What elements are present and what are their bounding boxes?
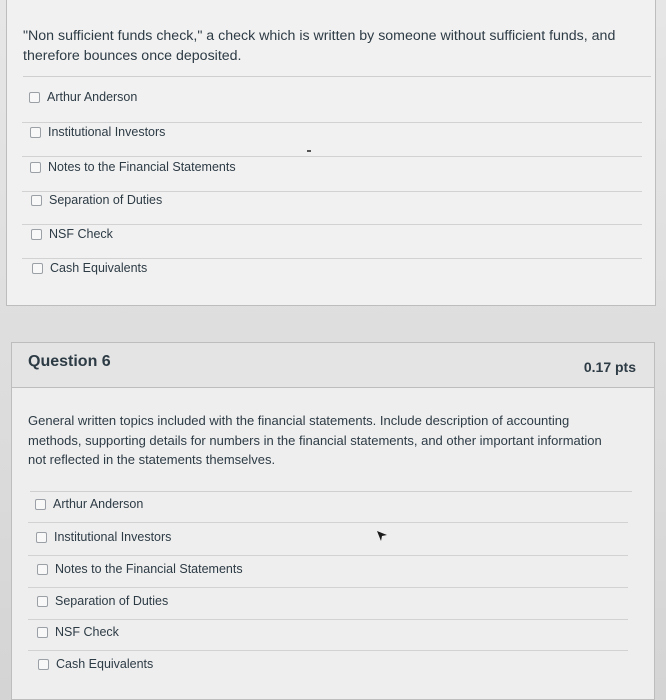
answer-label: Separation of Duties bbox=[49, 193, 163, 207]
divider bbox=[28, 619, 628, 620]
answer-label: Arthur Anderson bbox=[47, 90, 138, 104]
checkbox-icon[interactable] bbox=[37, 627, 48, 638]
checkbox-icon[interactable] bbox=[36, 532, 47, 543]
checkbox-icon[interactable] bbox=[37, 564, 48, 575]
divider bbox=[28, 522, 628, 523]
q5-answer-notes-to-financial-statements[interactable] bbox=[30, 157, 236, 177]
question-6-prompt: General written topics included with the financial statements. Include description of accounting methods, supporting details for numbers in the financial statements, and other important information not reflected in the statements themselves. bbox=[28, 413, 602, 467]
answer-label: NSF Check bbox=[49, 227, 113, 241]
q6-answer-notes-to-financial-statements[interactable] bbox=[37, 559, 243, 579]
q5-answer-arthur-anderson[interactable] bbox=[29, 87, 137, 107]
q6-answer-nsf-check[interactable] bbox=[37, 622, 119, 642]
question-5-prompt: "Non sufficient funds check," a check which is written by someone without sufficient funds, and therefore bounces once deposited. bbox=[23, 28, 616, 64]
answer-label: Cash Equivalents bbox=[50, 261, 148, 275]
answer-label: Institutional Investors bbox=[54, 530, 172, 544]
q5-answer-nsf-check[interactable] bbox=[31, 224, 113, 244]
answer-label: Separation of Duties bbox=[55, 594, 169, 608]
answer-label: Cash Equivalents bbox=[56, 657, 154, 671]
divider bbox=[28, 587, 628, 588]
divider bbox=[30, 491, 632, 492]
q5-answer-cash-equivalents[interactable] bbox=[32, 258, 147, 278]
question-points: 0.17 pts bbox=[583, 359, 636, 375]
checkbox-icon[interactable] bbox=[32, 263, 43, 274]
checkbox-icon[interactable] bbox=[31, 229, 42, 240]
question-header bbox=[12, 343, 654, 388]
answer-label: Notes to the Financial Statements bbox=[55, 562, 243, 576]
answer-label: NSF Check bbox=[55, 625, 119, 639]
divider bbox=[28, 555, 628, 556]
answer-label: Arthur Anderson bbox=[53, 497, 144, 511]
q6-answer-cash-equivalents[interactable] bbox=[38, 654, 153, 674]
question-title: Question 6 bbox=[28, 353, 111, 370]
mouse-cursor-icon bbox=[376, 530, 388, 542]
checkbox-icon[interactable] bbox=[29, 92, 40, 103]
q6-answer-separation-of-duties[interactable] bbox=[37, 591, 168, 611]
question-6-card bbox=[11, 342, 655, 700]
checkbox-icon[interactable] bbox=[30, 127, 41, 138]
divider bbox=[22, 224, 642, 225]
checkbox-icon[interactable] bbox=[30, 162, 41, 173]
answer-label: Notes to the Financial Statements bbox=[48, 160, 236, 174]
q5-answer-institutional-investors[interactable] bbox=[30, 122, 165, 142]
answer-label: Institutional Investors bbox=[48, 125, 166, 139]
checkbox-icon[interactable] bbox=[31, 195, 42, 206]
stray-mark bbox=[307, 150, 311, 152]
q6-answer-institutional-investors[interactable] bbox=[36, 527, 171, 547]
divider bbox=[23, 76, 651, 77]
divider bbox=[28, 650, 628, 651]
checkbox-icon[interactable] bbox=[37, 596, 48, 607]
q5-answer-separation-of-duties[interactable] bbox=[31, 190, 162, 210]
checkbox-icon[interactable] bbox=[35, 499, 46, 510]
checkbox-icon[interactable] bbox=[38, 659, 49, 670]
q6-answer-arthur-anderson[interactable] bbox=[35, 494, 143, 514]
